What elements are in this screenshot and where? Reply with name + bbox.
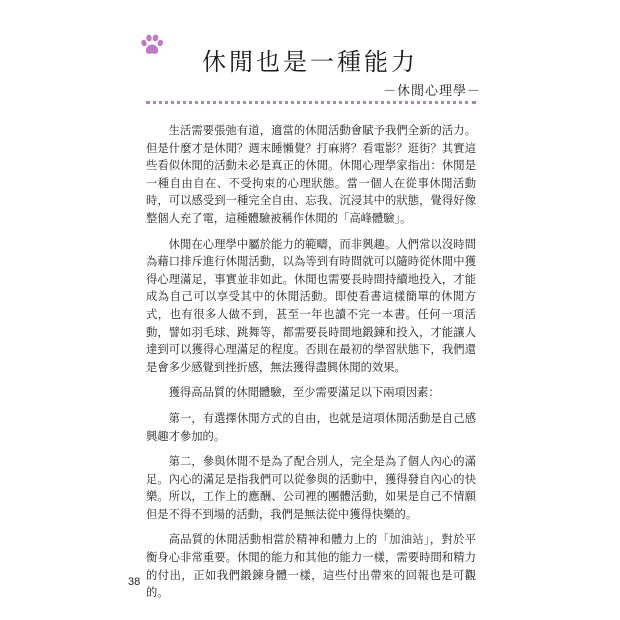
page-title: 休閒也是一種能力	[202, 48, 418, 76]
paragraph: 高品質的休閒活動相當於精神和體力上的「加油站」，對於平衡身心非常重要。休閒的能力和其他的能力一樣，需要時間和精力的付出，正如我們鍛鍊身體一樣，這些付出帶來的回報也是可觀的。	[146, 533, 476, 600]
paragraph: 第一，有選擇休閒方式的自由，也就是這項休閒活動是自己感興趣才參加的。	[146, 411, 476, 443]
page-number: 38	[128, 576, 141, 588]
paragraph: 獲得高品質的休閒體驗，至少需要滿足以下兩項因素：	[168, 386, 440, 400]
paragraph: 休閒在心理學中屬於能力的範疇，而非興趣。人們常以沒時間為藉口排斥進行休閒活動，以為等到有時間就可以隨時從休閒中獲得心理滿足，事實並非如此。休閒也需要長時間持續地投入，才能成為自己可以享受其中的休閒活動。即使看書這樣簡單的休閒方式，也有很多人做不到，甚至一年也讀不完一本書。任何一項活動，譬如羽毛球、跳舞等，都需要長時間地鍛鍊和投入，才能讓人達到可以獲得心理滿足的程度。否則在最初的學習狀態下，我們還是會多少感覺到挫折感，無法獲得盡興休閒的效果。	[146, 237, 476, 374]
dotted-divider	[146, 101, 476, 104]
page-subtitle: －休閒心理學－	[382, 84, 481, 99]
paragraph: 生活需要張弛有道，適當的休閒活動會賦予我們全新的活力。但是什麼才是休閒？週末睡懶覺？打麻將？看電影？逛街？其實這些看似休閒的活動未必是真正的休閒。休閒心理學家指出：休閒是一種自由自在、不受拘束的心理狀態。當一個人在從事休閒活動時，可以感受到一種完全自由、忘我、沉浸其中的狀態，覺得好像整個人充了電，這種體驗被稱作休閒的「高峰體驗」。	[146, 124, 476, 225]
article-body	[146, 122, 476, 610]
paragraph: 第二，參與休閒不是為了配合別人，完全是為了個人內心的滿足。內心的滿足是指我們可以從參與的活動中，獲得發自內心的快樂。所以，工作上的應酬、公司裡的團體活動，如果是自己不情願但是不得不到場的活動，我們是無法從中獲得快樂的。	[146, 455, 476, 521]
